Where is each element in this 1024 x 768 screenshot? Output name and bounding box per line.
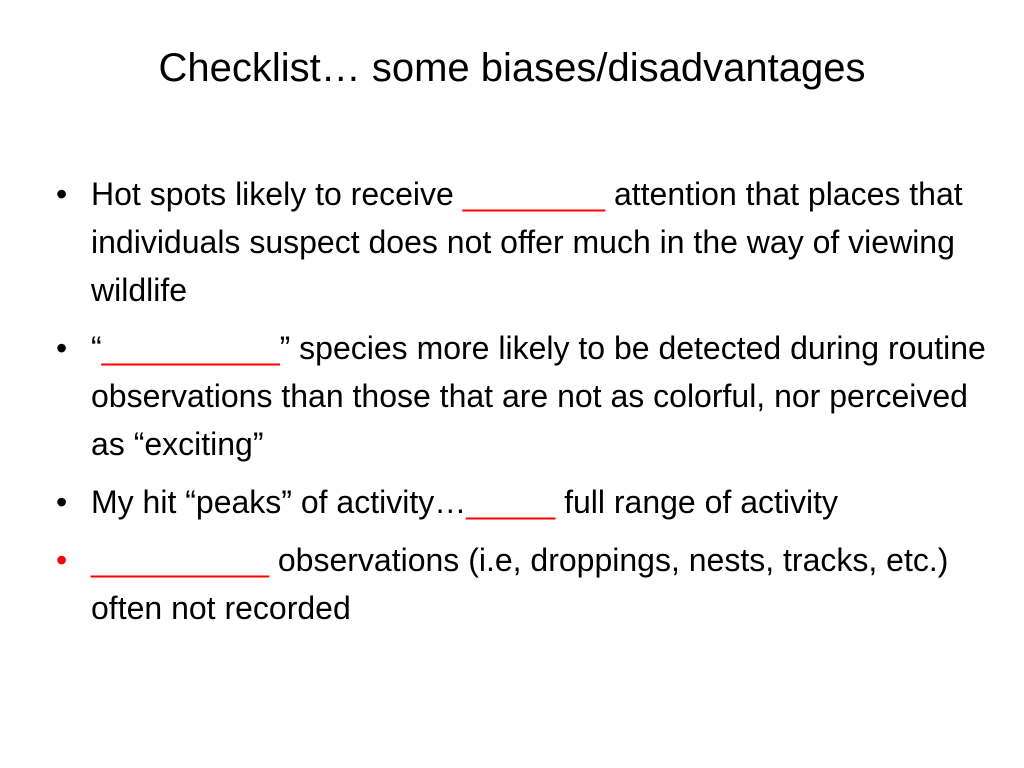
- bullet-dot-icon: •: [56, 330, 68, 366]
- bullet-dot-icon: •: [56, 542, 68, 578]
- slide-title: Checklist… some biases/disadvantages: [158, 46, 866, 90]
- bullet-text-after: observations (i.e, droppings, nests, tracks, etc.) often not recorded: [91, 542, 949, 626]
- bullet-text-after: ” species more likely to be detected during routine observations than those that are not as colorful, nor perceived as “exciting”: [91, 330, 986, 462]
- bullet-dot-icon: •: [56, 484, 68, 520]
- bullet-text-before: Hot spots likely to receive: [91, 176, 463, 212]
- fill-in-blank: __________: [91, 542, 269, 578]
- bullet-item-observations: [56, 536, 1006, 632]
- bullet-item-peaks: [56, 478, 1006, 526]
- bullet-item-species: [56, 324, 1006, 468]
- bullet-text-before: “: [91, 330, 102, 366]
- bullet-item-hot-spots: [56, 170, 1006, 314]
- bullet-text-after: full range of activity: [555, 484, 838, 520]
- bullet-text-after: attention that places that individuals suspect does not offer much in the way of viewing wildlife: [91, 176, 963, 308]
- bullet-dot-icon: •: [56, 176, 68, 212]
- bullet-list: [56, 170, 1006, 642]
- fill-in-blank: ________: [462, 176, 606, 212]
- fill-in-blank: __________: [101, 330, 280, 366]
- bullet-text-before: My hit “peaks” of activity…: [91, 484, 467, 520]
- fill-in-blank: _____: [466, 484, 556, 520]
